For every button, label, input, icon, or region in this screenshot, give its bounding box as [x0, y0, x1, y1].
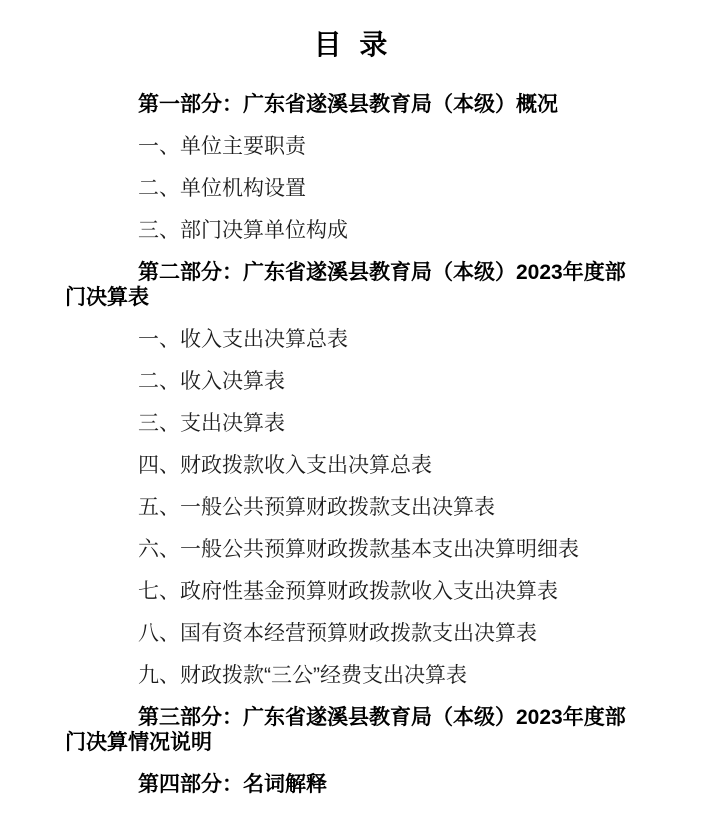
section-3-heading: 第三部分：广东省遂溪县教育局（本级）2023年度部门决算情况说明: [65, 706, 626, 754]
toc-entry: 二、收入决算表: [138, 370, 285, 393]
section-2-heading: 第二部分：广东省遂溪县教育局（本级）2023年度部门决算表: [65, 261, 626, 309]
section-1-heading: 第一部分：广东省遂溪县教育局（本级）概况: [138, 93, 558, 116]
page-title: 目 录: [313, 29, 393, 60]
toc-entry: 四、财政拨款收入支出决算总表: [138, 454, 432, 477]
toc-entry: 二、单位机构设置: [138, 177, 306, 200]
toc-entry: 六、一般公共预算财政拨款基本支出决算明细表: [138, 538, 579, 561]
toc-entry: 一、收入支出决算总表: [138, 328, 348, 351]
section-4-heading: 第四部分：名词解释: [138, 773, 327, 796]
toc-entry: 三、支出决算表: [138, 412, 285, 435]
toc-entry: 七、政府性基金预算财政拨款收入支出决算表: [138, 580, 558, 603]
toc-entry: 一、单位主要职责: [138, 135, 306, 158]
toc-entry: 九、财政拨款“三公”经费支出决算表: [138, 664, 467, 687]
toc-entry: 八、国有资本经营预算财政拨款支出决算表: [138, 622, 537, 645]
toc-entry: 三、部门决算单位构成: [138, 219, 348, 242]
toc-entry: 五、一般公共预算财政拨款支出决算表: [138, 496, 495, 519]
